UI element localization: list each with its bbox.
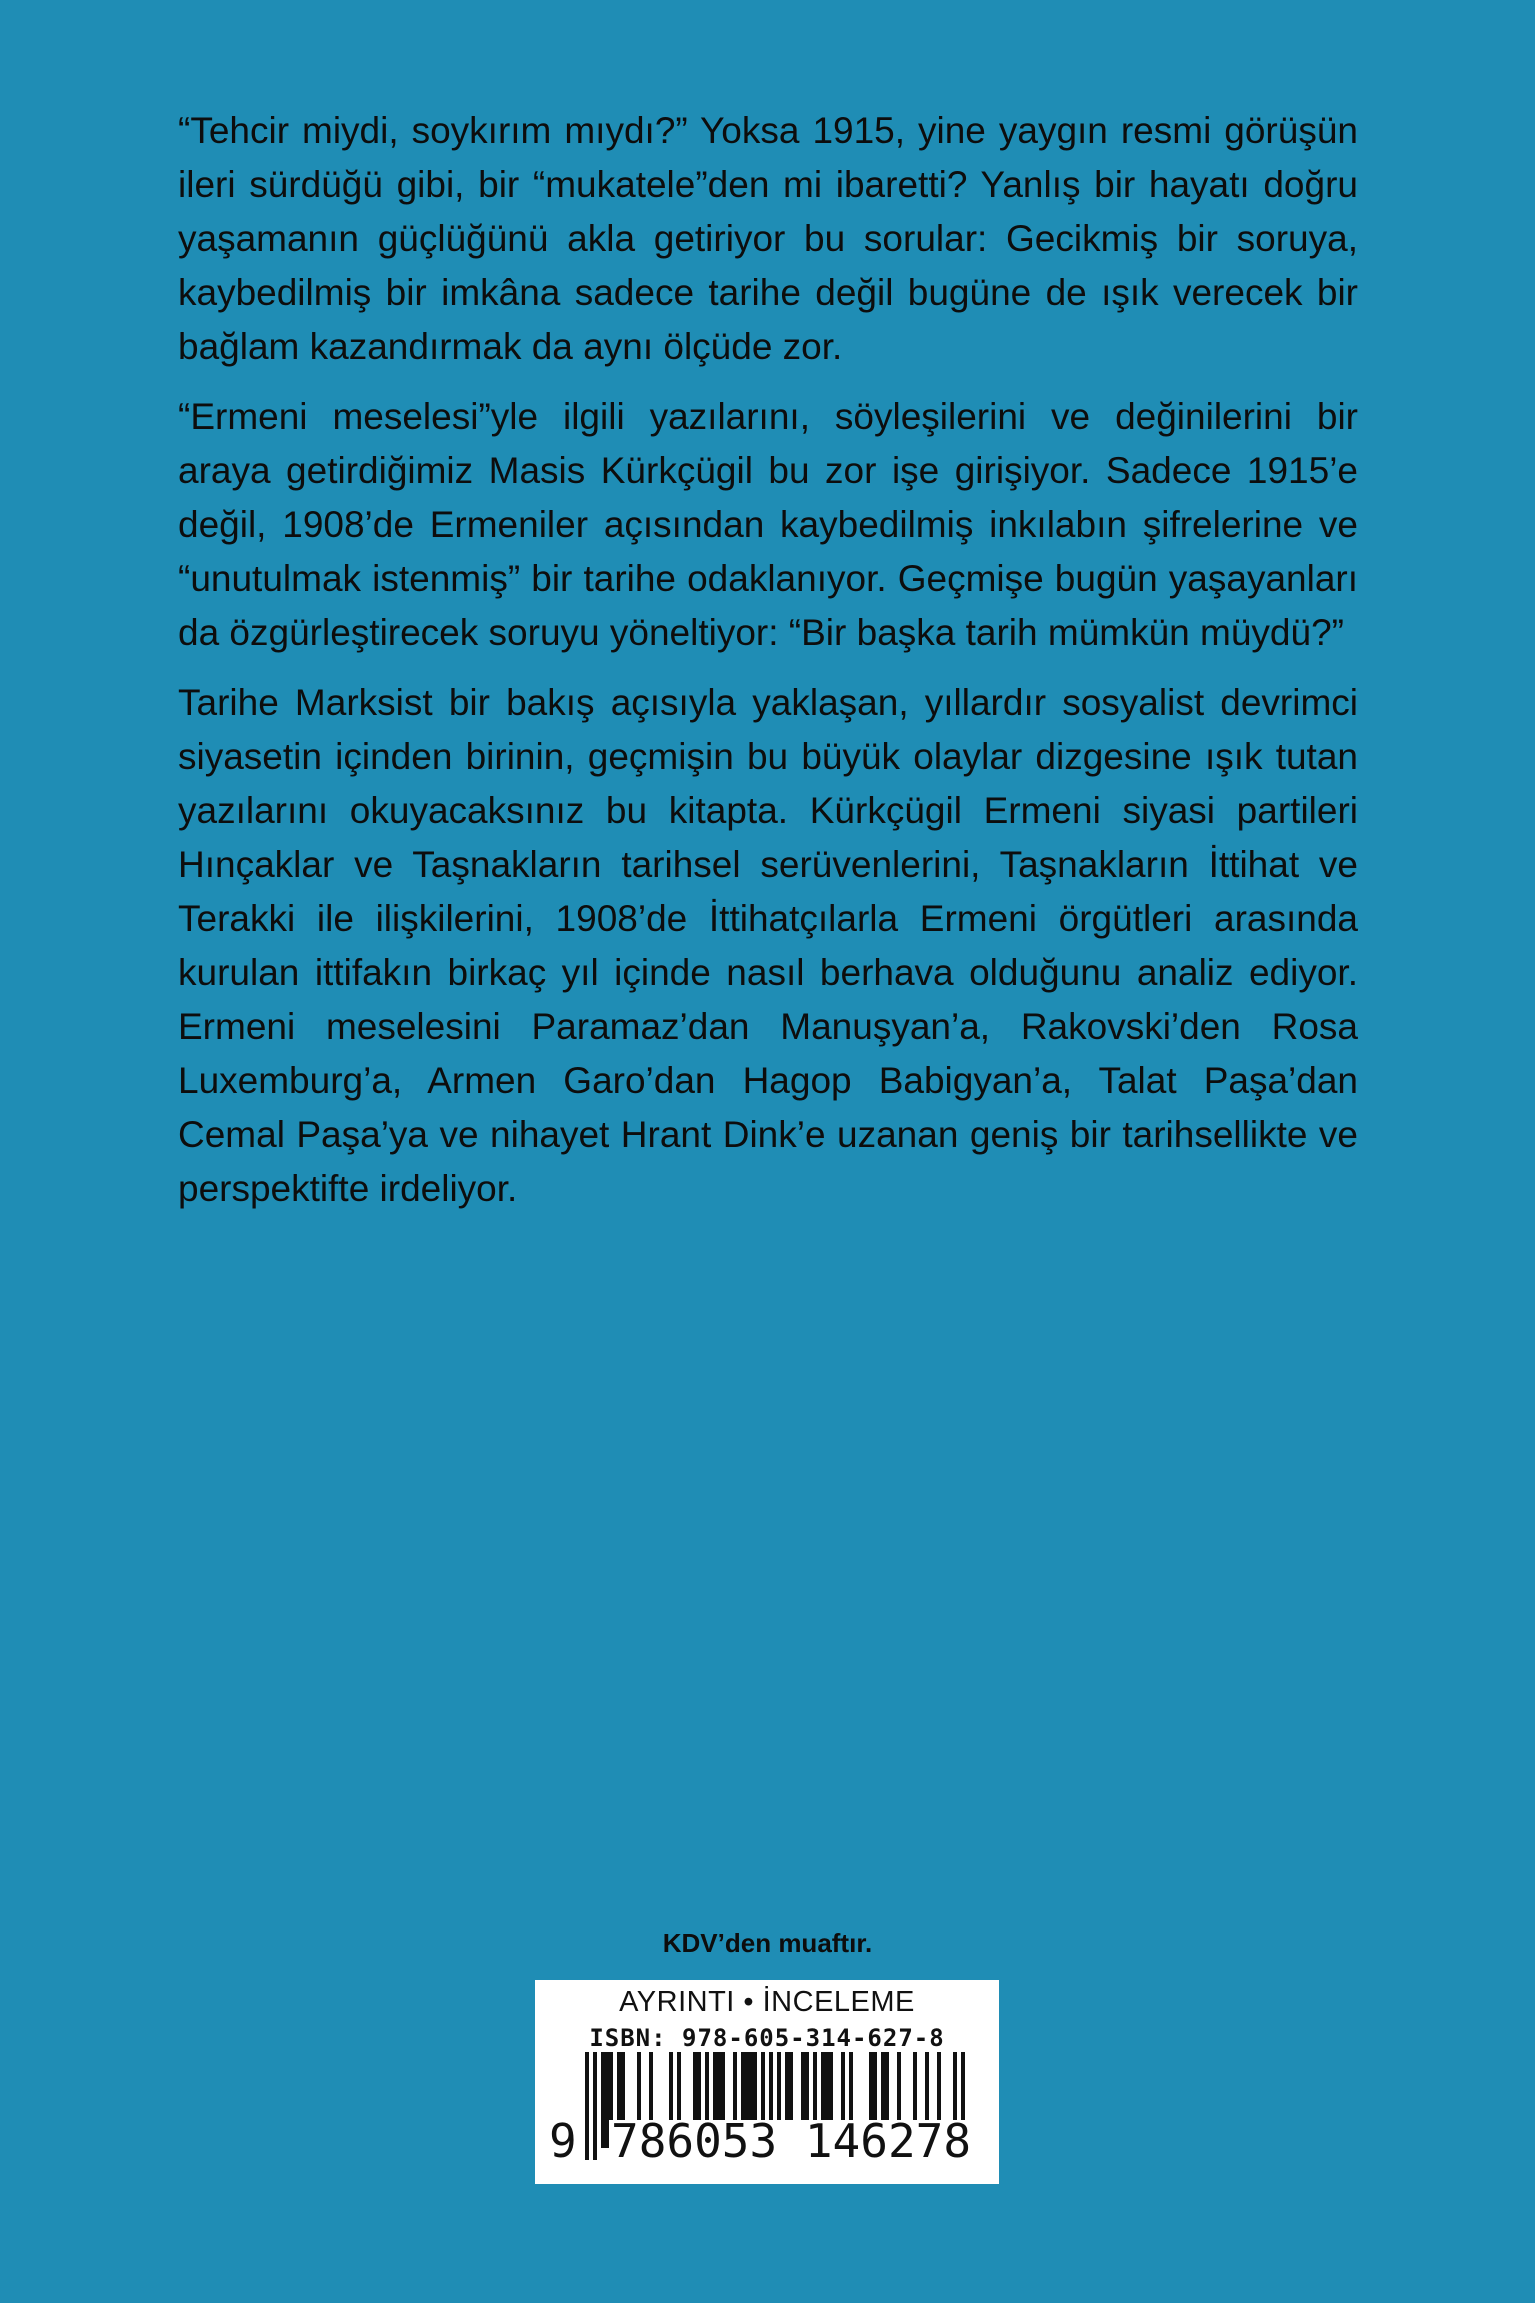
barcode-bar bbox=[585, 2052, 589, 2160]
isbn-text: ISBN: 978-605-314-627-8 bbox=[589, 2024, 945, 2052]
blurb-paragraph-2: “Ermeni meselesi”yle ilgili yazılarını, söyleşilerini ve değinilerini bir araya getirdiğimiz Masis Kürkçügil bu zor işe girişiyor. Sadece 1915’e değil, 1908’de Ermeniler açısından kaybedilmiş inkılabın şifrelerine ve “unutulmak istenmiş” bir tarihe odaklanıyor. Geçmişe bugün yaşayanları da özgürleştirecek soruyu yöneltiyor: “Bir başka tarih mümkün müydü?” bbox=[178, 396, 1358, 653]
barcode-label bbox=[535, 1980, 999, 2184]
barcode-first-digit: 9 bbox=[549, 2114, 577, 2168]
barcode-digits: 786053 146278 bbox=[611, 2114, 972, 2168]
back-cover-blurb bbox=[178, 104, 1358, 1232]
blurb-paragraph-1: “Tehcir miydi, soykırım mıydı?” Yoksa 1915, yine yaygın resmi görüşün ileri sürdüğü gibi, bir “mukatele”den mi ibaretti? Yanlış bir hayatı doğru yaşamanın güçlüğünü akla getiriyor bu sorular: Gecikmiş bir soruya, kaybedilmiş bir imkâna sadece tarihe değil bugüne de ışık verecek bir bağlam kazandırmak da aynı ölçüde zor. bbox=[178, 110, 1358, 367]
tax-exempt-note: KDV’den muaftır. bbox=[662, 1928, 873, 1958]
blurb-paragraph-3: Tarihe Marksist bir bakış açısıyla yaklaşan, yıllardır sosyalist devrimci siyasetin içinden birinin, geçmişin bu büyük olaylar dizgesine ışık tutan yazılarını okuyacaksınız bu kitapta. Kürkçügil Ermeni siyasi partileri Hınçaklar ve Taşnakların tarihsel serüvenlerini, Taşnakların İttihat ve Terakki ile ilişkilerini, 1908’de İttihatçılarla Ermeni örgütleri arasında kurulan ittifakın birkaç yıl içinde nasıl berhava olduğunu analiz ediyor. Ermeni meselesini Paramaz’dan Manuşyan’a, Rakovski’den Rosa Luxemburg’a, Armen Garo’dan Hagop Babigyan’a, Talat Paşa’dan Cemal Paşa’ya ve nihayet Hrant Dink’e uzanan geniş bir tarihsellikte ve perspektifte irdeliyor. bbox=[178, 682, 1358, 1209]
barcode-bar bbox=[593, 2052, 597, 2160]
publisher-series: AYRINTI • İNCELEME bbox=[619, 1986, 915, 2018]
